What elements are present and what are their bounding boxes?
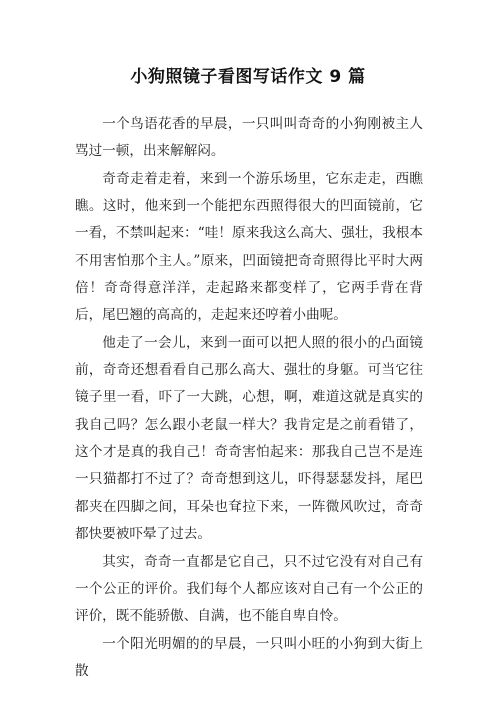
document-body	[75, 111, 423, 685]
paragraph: 一个鸟语花香的早晨，一只叫叫奇奇的小狗刚被主人骂过一顿，出来解解闷。	[75, 116, 423, 160]
paragraph: 奇奇走着走着，来到一个游乐场里，它东走走，西瞧瞧。这时，他来到一个能把东西照得很大的凹面镜前，它一看，不禁叫起来：“哇！原来我这么高大、强壮，我根本不用害怕那个主人。”原来，凹面镜把奇奇照得比平时大两倍！奇奇得意洋洋，走起路来都变样了，它两手背在背后，尾巴翘的高高的，走起来还哼着小曲呢。	[75, 170, 423, 324]
paragraph: 其实，奇奇一直都是它自己，只不过它没有对自己有一个公正的评价。我们每个人都应该对自己有一个公正的评价，既不能骄傲、自满，也不能自卑自怜。	[75, 553, 423, 625]
paragraph: 一个阳光明媚的的早晨，一只叫小旺的小狗到大街上散	[75, 635, 423, 679]
document-title: 小狗照镜子看图写话作文 9 篇	[130, 67, 366, 87]
paragraph: 他走了一会儿，来到一面可以把人照的很小的凸面镜前，奇奇还想看看自己那么高大、强壮的身躯。可当它往镜子里一看，吓了一大跳，心想，啊，难道这就是真实的我自己吗？怎么跟小老鼠一样大？我肯定是之前看错了，这个才是真的我自己！奇奇害怕起来：那我自己岂不是连一只猫都打不过了？奇奇想到这儿，吓得瑟瑟发抖，尾巴都夹在四脚之间，耳朵也耷拉下来，一阵微风吹过，奇奇都快要被吓晕了过去。	[75, 334, 423, 543]
